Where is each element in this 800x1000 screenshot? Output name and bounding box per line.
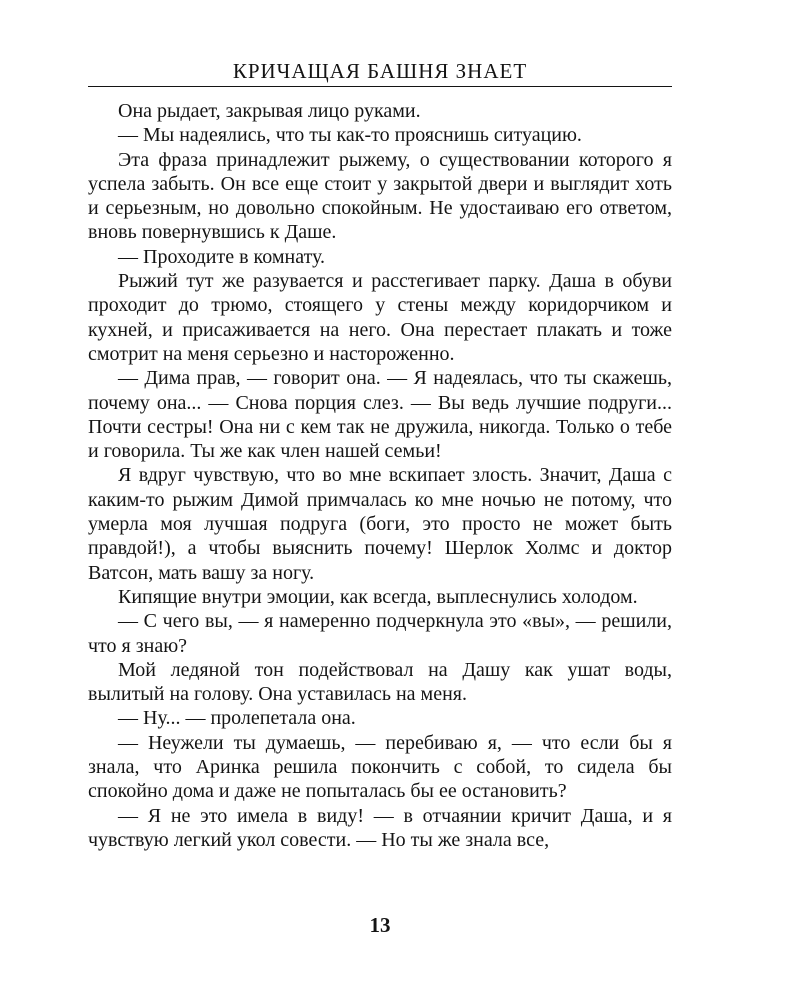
header-rule: [88, 86, 672, 87]
paragraph: — Ну... — пролепетала она.: [118, 707, 356, 730]
paragraph: Я вдруг чувствую, что во мне вскипает злость. Значит, Даша с каким-то рыжим Димой примчалась ко мне ночью не потому, что умерла моя лучшая подруга (боги, это просто не может быть правдой!), а чтобы выяснить почему! Шерлок Холмс и доктор Ватсон, мать вашу за ногу.: [88, 464, 672, 584]
running-title: КРИЧАЩАЯ БАШНЯ ЗНАЕТ: [232, 59, 528, 83]
paragraph: Рыжий тут же разувается и расстегивает парку. Даша в обуви проходит до трюмо, стоящего у стены между коридорчиком и кухней, и присаживается на него. Она перестает плакать и тоже смотрит на меня серьезно и настороженно.: [88, 270, 672, 365]
paragraph: Кипящие внутри эмоции, как всегда, выплеснулись холодом.: [118, 585, 638, 608]
page-body: [88, 99, 672, 852]
paragraph: Мой ледяной тон подействовал на Дашу как ушат воды, вылитый на голову. Она уставилась на меня.: [88, 658, 672, 706]
paragraph: Она рыдает, закрывая лицо руками.: [118, 100, 421, 122]
paragraph: — Я не это имела в виду! — в отчаянии кричит Даша, и я чувствую легкий укол совести. — Но ты же знала все,: [88, 804, 672, 851]
paragraph: — Неужели ты думаешь, — перебиваю я, — что если бы я знала, что Аринка решила покончить с собой, то сидела бы спокойно дома и даже не попыталась бы ее остановить?: [88, 731, 672, 803]
paragraph: Эта фраза принадлежит рыжему, о существовании которого я успела забыть. Он все еще стоит у закрытой двери и выглядит хоть и серьезным, но довольно спокойным. Не удостаиваю его ответом, вновь повернувшись к Даше.: [88, 148, 672, 244]
paragraph: — Проходите в комнату.: [118, 245, 326, 268]
page-number: 13: [369, 913, 391, 937]
paragraph: — Мы надеялись, что ты как-то прояснишь ситуацию.: [118, 124, 582, 147]
paragraph: — Дима прав, — говорит она. — Я надеялась, что ты скажешь, почему она... — Снова порция слез. — Вы ведь лучшие подруги... Почти сестры! Она ни с кем так не дружила, никогда. Только о тебе и говорила. Ты же как член нашей семьи!: [88, 367, 672, 463]
paragraph: — С чего вы, — я намеренно подчеркнула это «вы», — решили, что я знаю?: [88, 610, 672, 657]
